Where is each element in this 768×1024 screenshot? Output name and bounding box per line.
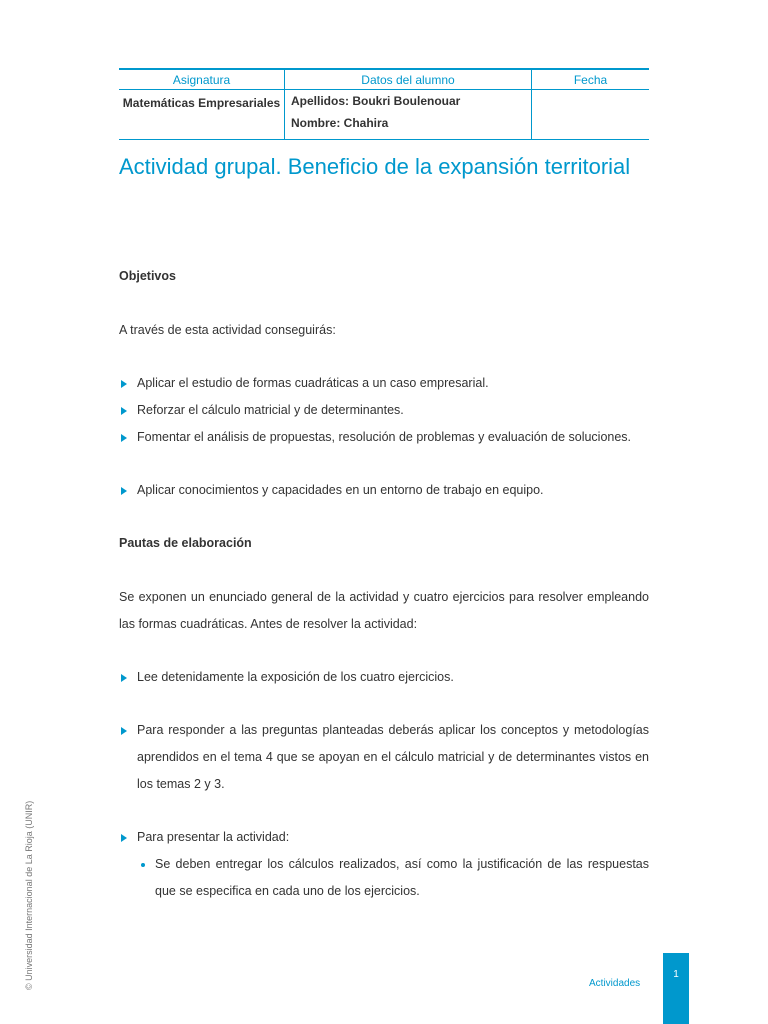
header-date-label: Fecha xyxy=(532,69,650,90)
arrow-bullet-icon xyxy=(121,380,127,388)
header-table xyxy=(119,68,649,140)
arrow-bullet-icon xyxy=(121,487,127,495)
presentation-sub-item xyxy=(137,851,649,905)
arrow-bullet-icon xyxy=(121,674,127,682)
header-student-label: Datos del alumno xyxy=(285,69,532,90)
objective-text: Aplicar conocimientos y capacidades en un entorno de trabajo en equipo. xyxy=(137,483,544,497)
guidelines-intro: Se exponen un enunciado general de la actividad y cuatro ejercicios para resolver empleando las formas cuadráticas. Antes de resolver la actividad: xyxy=(119,590,649,631)
arrow-bullet-icon xyxy=(121,834,127,842)
guideline-item xyxy=(119,664,649,691)
guideline-text: Para presentar la actividad: xyxy=(137,830,290,844)
subject-value: Matemáticas Empresariales xyxy=(119,90,285,140)
page-title: Actividad grupal. Beneficio de la expansión territorial xyxy=(119,154,631,179)
objectives-intro: A través de esta actividad conseguirás: xyxy=(119,323,336,337)
header-subject-label: Asignatura xyxy=(119,69,285,90)
objective-text: Fomentar el análisis de propuestas, resolución de problemas y evaluación de soluciones. xyxy=(137,430,632,444)
dot-bullet-icon xyxy=(141,863,145,867)
page-number: 1 xyxy=(673,969,679,980)
objectives-heading: Objetivos xyxy=(119,269,176,283)
guideline-text: Para responder a las preguntas planteadas deberás aplicar los conceptos y metodologías aprendidos en el tema 4 que se apoyan en el cálculo matricial y de determinantes vistos en los temas 2 y 3. xyxy=(137,723,649,791)
date-value xyxy=(532,90,650,140)
guideline-text: Lee detenidamente la exposición de los cuatro ejercicios. xyxy=(137,670,454,684)
student-name: Nombre: Chahira xyxy=(291,116,389,130)
objective-item xyxy=(119,397,649,424)
guideline-item xyxy=(119,717,649,798)
objective-item xyxy=(119,424,649,451)
copyright-notice: © Universidad Internacional de La Rioja (UNIR) xyxy=(24,800,34,990)
student-surname: Apellidos: Boukri Boulenouar xyxy=(291,94,461,108)
presentation-sub-text: Se deben entregar los cálculos realizados, así como la justificación de las respuestas que se especifica en cada uno de los ejercicios. xyxy=(155,857,649,898)
objective-text: Reforzar el cálculo matricial y de determinantes. xyxy=(137,403,404,417)
guidelines-heading: Pautas de elaboración xyxy=(119,536,252,550)
guideline-item xyxy=(119,824,649,851)
objective-item xyxy=(119,370,649,397)
arrow-bullet-icon xyxy=(121,434,127,442)
objective-item xyxy=(119,477,649,504)
objective-text: Aplicar el estudio de formas cuadráticas a un caso empresarial. xyxy=(137,376,489,390)
footer-section-label: Actividades xyxy=(589,978,641,989)
student-data xyxy=(285,90,532,140)
page-number-tab xyxy=(663,953,689,1024)
arrow-bullet-icon xyxy=(121,727,127,735)
arrow-bullet-icon xyxy=(121,407,127,415)
